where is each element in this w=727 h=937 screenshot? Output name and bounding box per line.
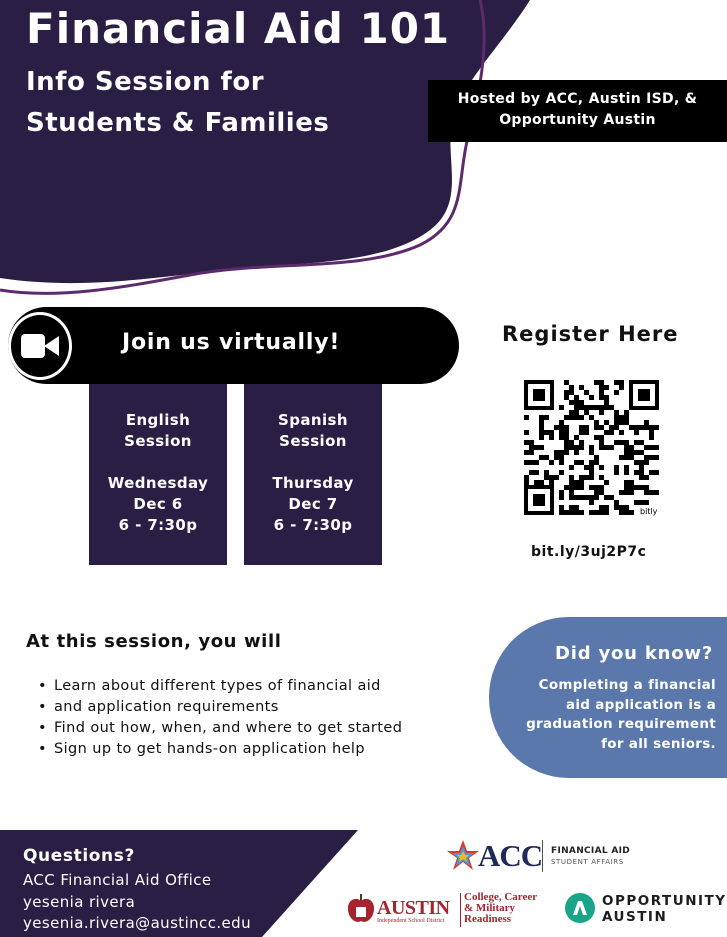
acc-logo-text: ACC (478, 838, 543, 873)
oa-line: OPPORTUNITY (602, 893, 727, 909)
register-heading: Register Here (502, 322, 679, 346)
session-name: English (125, 411, 191, 429)
oa-line: AUSTIN (602, 909, 668, 925)
did-you-know-heading: Did you know? (555, 643, 714, 664)
host-line: Opportunity Austin (499, 112, 656, 128)
page-subtitle (26, 62, 329, 144)
ccmr-line: & Military (464, 902, 516, 914)
austin-isd-subtext: Independent School District (377, 918, 445, 924)
acc-star-icon (446, 838, 480, 872)
spanish-session-card (244, 384, 382, 565)
subtitle-line: Students & Families (26, 108, 330, 138)
did-you-know-line: for all seniors. (601, 735, 716, 752)
camera-lens-icon (44, 336, 59, 356)
session-time: 6 - 7:30p (273, 516, 353, 534)
camera-body-icon (21, 334, 45, 358)
contact-office: ACC Financial Aid Office (23, 871, 212, 889)
qr-brand-label: bitly (640, 507, 658, 516)
opportunity-austin-icon (565, 893, 595, 923)
list-item: • Find out how, when, and where to get started (38, 718, 402, 739)
session-name: Session (279, 432, 347, 450)
page-title: Financial Aid 101 (26, 4, 451, 53)
english-session-card (89, 384, 227, 565)
list-item-continuation: • and application requirements (38, 697, 402, 718)
did-you-know-line: Completing a financial (538, 677, 716, 693)
opportunity-austin-logo-text (602, 893, 727, 925)
acc-student-affairs-label: STUDENT AFFAIRS (551, 858, 624, 866)
join-virtually-label: Join us virtually! (122, 330, 341, 355)
session-date: Dec 6 (133, 495, 183, 513)
contact-person: yesenia rivera (23, 893, 136, 911)
list-item: • Learn about different types of financial aid (38, 676, 402, 697)
austin-isd-apple-icon (346, 893, 376, 925)
session-name: Spanish (278, 411, 348, 429)
hosted-by-box (428, 80, 727, 142)
host-line: Hosted by ACC, Austin ISD, & (457, 91, 698, 107)
session-time: 6 - 7:30p (118, 516, 198, 534)
ccmr-line: College, Career (464, 891, 538, 903)
austin-isd-logo-text: AUSTIN (377, 897, 450, 919)
did-you-know-line: aid application is a (565, 696, 716, 713)
session-day: Wednesday (107, 474, 209, 492)
contact-email[interactable]: yesenia.rivera@austincc.edu (23, 914, 251, 932)
session-name: Session (124, 432, 192, 450)
austin-isd-divider (460, 893, 461, 927)
ccmr-line: Readiness (464, 913, 512, 925)
session-heading: At this session, you will (26, 631, 282, 652)
session-date: Dec 7 (288, 495, 338, 513)
acc-financial-aid-label: FINANCIAL AID (551, 846, 630, 856)
questions-heading: Questions? (23, 846, 135, 866)
registration-qr-code[interactable] (522, 378, 662, 518)
session-bullet-list (38, 676, 402, 760)
list-item: • Sign up to get hands-on application help (38, 739, 402, 760)
session-day: Thursday (272, 474, 354, 492)
did-you-know-line: graduation requirement (526, 716, 716, 732)
subtitle-line: Info Session for (26, 67, 265, 97)
register-link[interactable]: bit.ly/3uj2P7c (531, 544, 647, 560)
acc-logo-divider (542, 840, 543, 872)
did-you-know-text (520, 676, 716, 754)
ccmr-label (464, 892, 537, 925)
